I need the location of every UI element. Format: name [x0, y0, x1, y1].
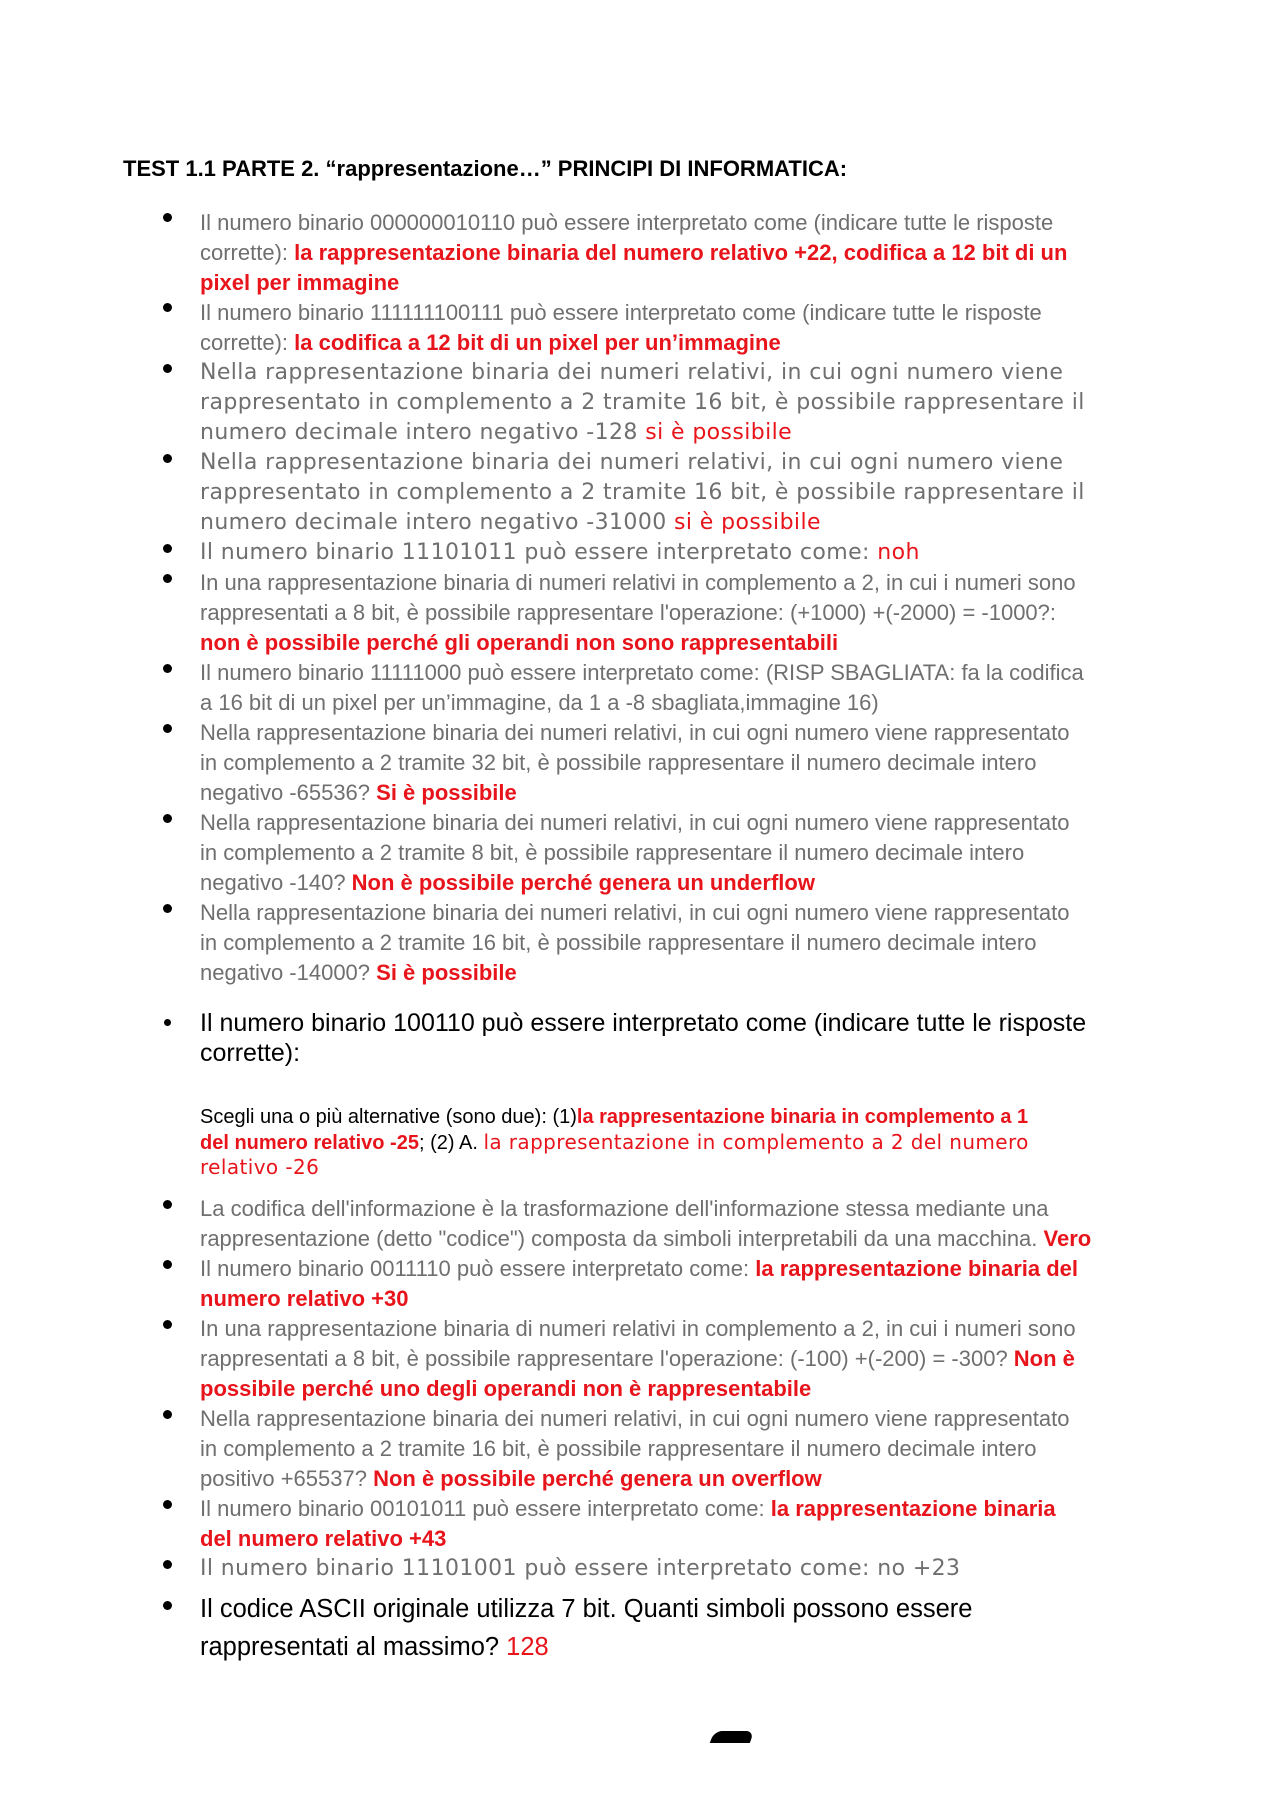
- item-answer: Non è: [1013, 1346, 1075, 1371]
- bullet-icon: [163, 1560, 172, 1569]
- list-item: [200, 208, 1170, 298]
- list-item: [200, 1314, 1170, 1404]
- item-text: rappresentati al massimo?: [200, 1633, 507, 1661]
- item-text: corrette):: [200, 330, 295, 355]
- item-text: numero decimale intero negativo -31000: [200, 510, 675, 535]
- bullet-icon: [164, 1019, 171, 1026]
- item-answer: non è possibile perché gli operandi non sono rappresentabili: [200, 630, 839, 655]
- list-item: [200, 538, 1170, 568]
- list-item: [200, 898, 1170, 988]
- bullet-icon: [163, 1260, 172, 1269]
- bullet-icon: [163, 724, 172, 733]
- item-text: Il numero binario 100110 può essere interpretato come (indicare tutte le risposte: [200, 1009, 1087, 1037]
- item-text: in complemento a 2 tramite 32 bit, è possibile rappresentare il numero decimale intero: [200, 750, 1037, 775]
- item-answer: Vero: [1043, 1226, 1092, 1251]
- bullet-icon: [163, 574, 172, 583]
- list-item: [200, 1554, 1170, 1584]
- item-text: Nella rappresentazione binaria dei numeri relativi, in cui ogni numero viene rappresentato: [200, 900, 1070, 925]
- bullet-icon: [163, 544, 172, 553]
- item-answer: Si è possibile: [376, 780, 517, 805]
- item-text: Il codice ASCII originale utilizza 7 bit. Quanti simboli possono essere: [200, 1595, 973, 1623]
- item-text: negativo -14000?: [200, 960, 377, 985]
- item-text: In una rappresentazione binaria di numeri relativi in complemento a 2, in cui i numeri sono: [200, 1316, 1076, 1341]
- item-answer: Si è possibile: [376, 960, 517, 985]
- item-text: rappresentati a 8 bit, è possibile rappresentare l'operazione: (+1000) +(-2000) = -1000?:: [200, 600, 1057, 625]
- item-text: In una rappresentazione binaria di numeri relativi in complemento a 2, in cui i numeri sono: [200, 570, 1076, 595]
- item-text: rappresentati a 8 bit, è possibile rappresentare l'operazione: (-100) +(-200) = -300?: [200, 1346, 1014, 1371]
- bullet-icon: [163, 213, 172, 222]
- bullet-icon: [163, 1500, 172, 1509]
- list-item: [200, 1105, 1170, 1178]
- item-text: rappresentato in complemento a 2 tramite 16 bit, è possibile rappresentare il: [200, 390, 1085, 415]
- item-answer: Non è possibile perché genera un underflow: [351, 870, 815, 895]
- item-answer: noh: [877, 540, 920, 565]
- item-answer: la rappresentazione in complemento a 2 del numero: [483, 1130, 1029, 1154]
- item-text: Nella rappresentazione binaria dei numeri relativi, in cui ogni numero viene: [200, 450, 1064, 475]
- bullet-icon: [163, 454, 172, 463]
- item-text: Il numero binario 11101001 può essere interpretato come: no +23: [200, 1556, 961, 1581]
- item-text: negativo -140?: [200, 870, 352, 895]
- item-answer: del numero relativo -25: [200, 1132, 419, 1154]
- item-text: in complemento a 2 tramite 16 bit, è possibile rappresentare il numero decimale intero: [200, 1436, 1037, 1461]
- list-item: [200, 448, 1170, 538]
- item-text: Il numero binario 111111100111 può essere interpretato come (indicare tutte le risposte: [200, 300, 1042, 325]
- item-answer: si è possibile: [645, 420, 793, 445]
- item-text: Il numero binario 11111000 può essere interpretato come: (RISP SBAGLIATA: fa la codifica: [200, 660, 1084, 685]
- item-text: numero decimale intero negativo -128: [200, 420, 646, 445]
- list-item: [200, 1194, 1200, 1254]
- list-item: [200, 658, 1170, 718]
- list-item: [200, 1590, 1170, 1666]
- item-answer: la rappresentazione binaria in complemento a 1: [576, 1106, 1029, 1128]
- item-text: Nella rappresentazione binaria dei numeri relativi, in cui ogni numero viene rappresentato: [200, 720, 1070, 745]
- item-text: Il numero binario 00101011 può essere interpretato come:: [200, 1496, 771, 1521]
- item-answer: numero relativo +30: [200, 1286, 409, 1311]
- item-text: La codifica dell'informazione è la trasformazione dell'informazione stessa mediante una: [200, 1196, 1049, 1221]
- item-text: Il numero binario 0011110 può essere interpretato come:: [200, 1256, 756, 1281]
- bullet-icon: [163, 1200, 172, 1209]
- bullet-icon: [163, 1410, 172, 1419]
- item-text: Nella rappresentazione binaria dei numeri relativi, in cui ogni numero viene rappresentato: [200, 810, 1070, 835]
- item-text: in complemento a 2 tramite 16 bit, è possibile rappresentare il numero decimale intero: [200, 930, 1037, 955]
- bullet-icon: [163, 303, 172, 312]
- item-text: ; (2) A.: [418, 1132, 484, 1154]
- bullet-icon: [163, 904, 172, 913]
- page-title: TEST 1.1 PARTE 2. “rappresentazione…” PRINCIPI DI INFORMATICA:: [123, 156, 848, 181]
- item-answer: pixel per immagine: [200, 270, 400, 295]
- list-item: [200, 1254, 1170, 1314]
- bullet-icon: [163, 1320, 172, 1329]
- item-answer: la rappresentazione binaria del: [755, 1256, 1079, 1281]
- bullet-icon: [163, 664, 172, 673]
- list-item: [200, 568, 1170, 658]
- item-answer: relativo -26: [200, 1155, 320, 1179]
- item-answer: si è possibile: [674, 510, 821, 535]
- item-text: corrette):: [200, 1039, 301, 1067]
- page-edge-mark: [710, 1731, 754, 1743]
- item-text: Nella rappresentazione binaria dei numeri relativi, in cui ogni numero viene rappresentato: [200, 1406, 1070, 1431]
- item-answer: del numero relativo +43: [200, 1526, 447, 1551]
- item-answer: la rappresentazione binaria: [770, 1496, 1056, 1521]
- list-item: [200, 1494, 1170, 1554]
- list-item: [200, 358, 1170, 448]
- list-item: [200, 718, 1170, 808]
- item-text: negativo -65536?: [200, 780, 377, 805]
- item-text: rappresentazione (detto "codice") composta da simboli interpretabili da una macchina.: [200, 1226, 1044, 1251]
- list-item: [200, 1008, 1170, 1068]
- item-text: a 16 bit di un pixel per un’immagine, da 1 a -8 sbagliata,immagine 16): [200, 690, 879, 715]
- list-item: [200, 808, 1170, 898]
- item-text: corrette):: [200, 240, 295, 265]
- item-text: Nella rappresentazione binaria dei numeri relativi, in cui ogni numero viene: [200, 360, 1064, 385]
- bullet-icon: [163, 814, 172, 823]
- item-text: Il numero binario 11101011 può essere interpretato come:: [200, 540, 878, 565]
- item-answer: possibile perché uno degli operandi non è rappresentabile: [200, 1376, 812, 1401]
- item-answer: la rappresentazione binaria del numero relativo +22, codifica a 12 bit di un: [294, 240, 1068, 265]
- item-answer: la codifica a 12 bit di un pixel per un’immagine: [294, 330, 781, 355]
- item-answer: 128: [506, 1633, 549, 1661]
- list-item: [200, 1404, 1170, 1494]
- item-text: in complemento a 2 tramite 8 bit, è possibile rappresentare il numero decimale intero: [200, 840, 1025, 865]
- item-answer: Non è possibile perché genera un overflow: [373, 1466, 822, 1491]
- list-item: [200, 298, 1170, 358]
- bullet-icon: [163, 364, 172, 373]
- bullet-icon: [163, 1601, 172, 1610]
- item-text: Il numero binario 000000010110 può essere interpretato come (indicare tutte le risposte: [200, 210, 1054, 235]
- item-text: Scegli una o più alternative (sono due): (1): [200, 1106, 577, 1128]
- item-text: rappresentato in complemento a 2 tramite 16 bit, è possibile rappresentare il: [200, 480, 1085, 505]
- item-text: positivo +65537?: [200, 1466, 374, 1491]
